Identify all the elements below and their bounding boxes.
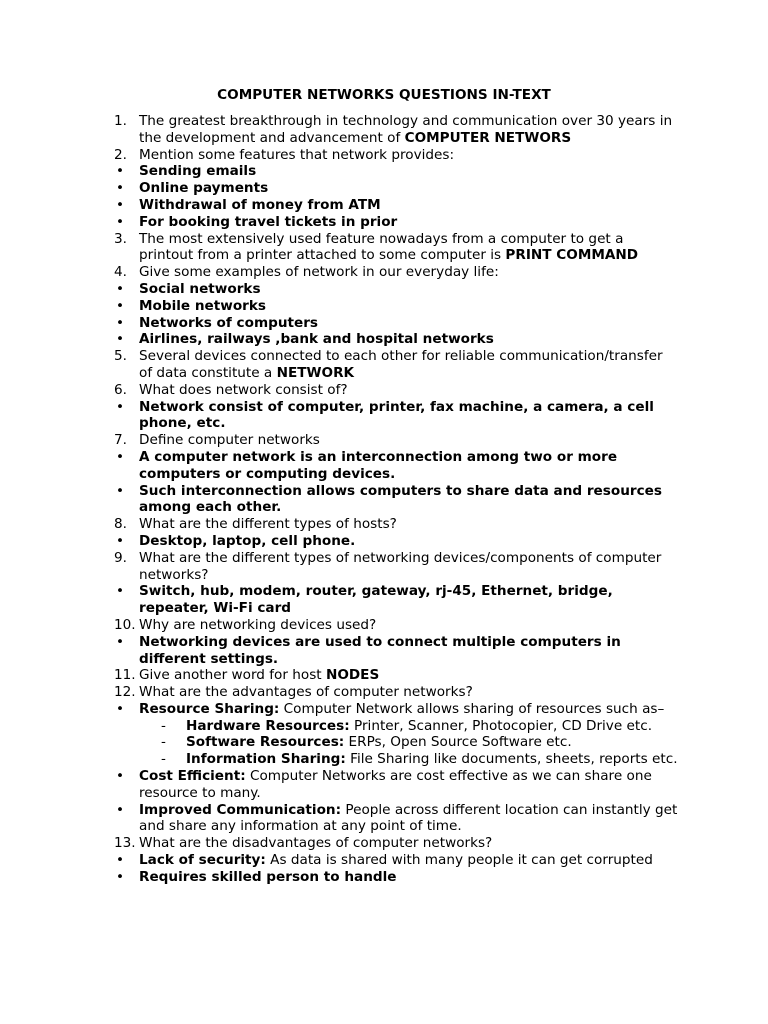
question-item	[0, 231, 679, 265]
bold-text: NETWORK	[276, 364, 355, 381]
question-item	[0, 264, 679, 281]
answer-bullet-item	[0, 802, 679, 836]
bold-text: For booking travel tickets in prior	[139, 213, 398, 230]
bullet-marker: •	[116, 482, 125, 499]
question-item	[0, 684, 679, 701]
bullet-marker: •	[116, 768, 125, 785]
document-title: COMPUTER NETWORKS QUESTIONS IN-TEXT	[217, 87, 551, 103]
text: ERPs, Open Source Software etc.	[344, 734, 572, 751]
bullet-marker: •	[116, 398, 125, 415]
answer-bullet-item	[0, 298, 679, 315]
bullet-marker: •	[116, 852, 125, 869]
question-item	[0, 835, 679, 852]
bullet-marker: •	[116, 448, 125, 465]
list-number: 9.	[114, 549, 127, 566]
list-number: 6.	[114, 381, 127, 398]
answer-bullet-item	[0, 768, 679, 802]
question-item	[0, 516, 679, 533]
bullet-marker: •	[116, 801, 125, 818]
text: People across different location can instantly get and share any information at any point of time.	[139, 801, 678, 835]
bold-text: Networks of computers	[139, 314, 319, 331]
bullet-marker: •	[116, 297, 125, 314]
answer-bullet-item	[0, 315, 679, 332]
bullet-marker: •	[116, 633, 125, 650]
text: Give another word for host	[139, 667, 326, 684]
sub-list-item	[0, 718, 682, 735]
bullet-marker: •	[116, 532, 125, 549]
bold-text: Information Sharing:	[186, 751, 346, 768]
bold-text: Networking devices are used to connect multiple computers in different settings.	[139, 633, 621, 667]
dash-marker: -	[161, 717, 166, 734]
list-number: 13.	[114, 835, 136, 852]
bullet-marker: •	[116, 700, 125, 717]
text: What are the different types of hosts?	[139, 516, 397, 533]
bullet-marker: •	[116, 280, 125, 297]
bold-text: Desktop, laptop, cell phone.	[139, 532, 356, 549]
question-item	[0, 113, 679, 147]
bold-text: Sending emails	[139, 163, 257, 180]
question-item	[0, 147, 679, 164]
bold-text: PRINT COMMAND	[505, 247, 639, 264]
bold-text: Software Resources:	[186, 734, 345, 751]
answer-bullet-item	[0, 852, 679, 869]
sub-list-item	[0, 734, 682, 751]
bullet-marker: •	[116, 213, 125, 230]
answer-bullet-item	[0, 701, 679, 718]
text: Why are networking devices used?	[139, 616, 377, 633]
dash-marker: -	[161, 734, 166, 751]
bold-text: Mobile networks	[139, 297, 266, 314]
bold-text: Resource Sharing:	[139, 700, 280, 717]
list-number: 3.	[114, 230, 127, 247]
text: Mention some features that network provides:	[139, 146, 455, 163]
bullet-marker: •	[116, 331, 125, 348]
question-item	[0, 667, 679, 684]
answer-bullet-item	[0, 214, 679, 231]
bold-text: Switch, hub, modem, router, gateway, rj-45, Ethernet, bridge, repeater, Wi-Fi card	[139, 583, 613, 617]
text: As data is shared with many people it can get corrupted	[265, 852, 653, 869]
bullet-marker: •	[116, 180, 125, 197]
text: File Sharing like documents, sheets, reports etc.	[345, 751, 678, 768]
answer-bullet-item	[0, 399, 679, 433]
answer-bullet-item	[0, 281, 679, 298]
list-number: 2.	[114, 146, 127, 163]
bold-text: COMPUTER NETWORS	[404, 129, 572, 146]
question-item	[0, 348, 679, 382]
bold-text: NODES	[325, 667, 380, 684]
text: Several devices connected to each other for reliable communication/transfer of data constitute a	[139, 348, 663, 381]
list-number: 8.	[114, 516, 127, 533]
text: Computer Network allows sharing of resources such as–	[279, 700, 665, 717]
answer-bullet-item	[0, 483, 679, 517]
text: Computer Networks are cost effective as we can share one resource to many.	[139, 768, 652, 801]
bold-text: Withdrawal of money from ATM	[139, 196, 381, 213]
bold-text: Network consist of computer, printer, fax machine, a camera, a cell phone, etc.	[139, 398, 654, 432]
question-item	[0, 550, 679, 584]
bold-text: Such interconnection allows computers to share data and resources among each other.	[139, 482, 662, 516]
text: Printer, Scanner, Photocopier, CD Drive etc.	[349, 717, 653, 734]
text: Give some examples of network in our everyday life:	[139, 264, 499, 281]
dash-marker: -	[161, 751, 166, 768]
document-body	[0, 113, 768, 886]
bold-text: Hardware Resources:	[186, 717, 350, 734]
bullet-marker: •	[116, 868, 125, 885]
list-number: 5.	[114, 348, 127, 365]
answer-bullet-item	[0, 180, 679, 197]
list-number: 1.	[114, 113, 127, 129]
bold-text: Improved Communication:	[139, 801, 342, 818]
bullet-marker: •	[116, 314, 125, 331]
answer-bullet-item	[0, 583, 679, 617]
text: The most extensively used feature nowadays from a computer to get a printout from a printer attached to some computer is	[139, 230, 624, 264]
list-number: 10.	[114, 616, 136, 633]
list-number: 7.	[114, 432, 127, 449]
answer-bullet-item	[0, 449, 679, 483]
bold-text: Online payments	[139, 180, 269, 197]
question-item	[0, 432, 679, 449]
bullet-marker: •	[116, 196, 125, 213]
bold-text: Social networks	[139, 280, 261, 297]
sub-list-item	[0, 751, 682, 768]
question-item	[0, 617, 679, 634]
bullet-marker: •	[116, 583, 125, 600]
answer-bullet-item	[0, 163, 679, 180]
answer-bullet-item	[0, 869, 679, 886]
bold-text: Airlines, railways ,bank and hospital networks	[139, 331, 494, 348]
text: The greatest breakthrough in technology and communication over 30 years in the development and advancement of	[139, 113, 673, 146]
answer-bullet-item	[0, 331, 679, 348]
text: Define computer networks	[139, 432, 320, 449]
text: What are the disadvantages of computer networks?	[139, 835, 493, 852]
answer-bullet-item	[0, 197, 679, 214]
list-number: 4.	[114, 264, 127, 281]
bold-text: A computer network is an interconnection among two or more computers or computing devices.	[139, 448, 618, 482]
bold-text: Requires skilled person to handle	[139, 868, 397, 885]
answer-bullet-item	[0, 533, 679, 550]
question-item	[0, 382, 679, 399]
list-number: 12.	[114, 684, 136, 701]
bold-text: Lack of security:	[139, 852, 266, 869]
answer-bullet-item	[0, 634, 679, 668]
text: What are the different types of networking devices/components of computer networks?	[139, 549, 662, 583]
bold-text: Cost Efficient:	[139, 768, 246, 785]
text: What does network consist of?	[139, 381, 348, 398]
list-number: 11.	[114, 667, 136, 684]
bullet-marker: •	[116, 163, 125, 180]
text: What are the advantages of computer networks?	[139, 684, 473, 701]
